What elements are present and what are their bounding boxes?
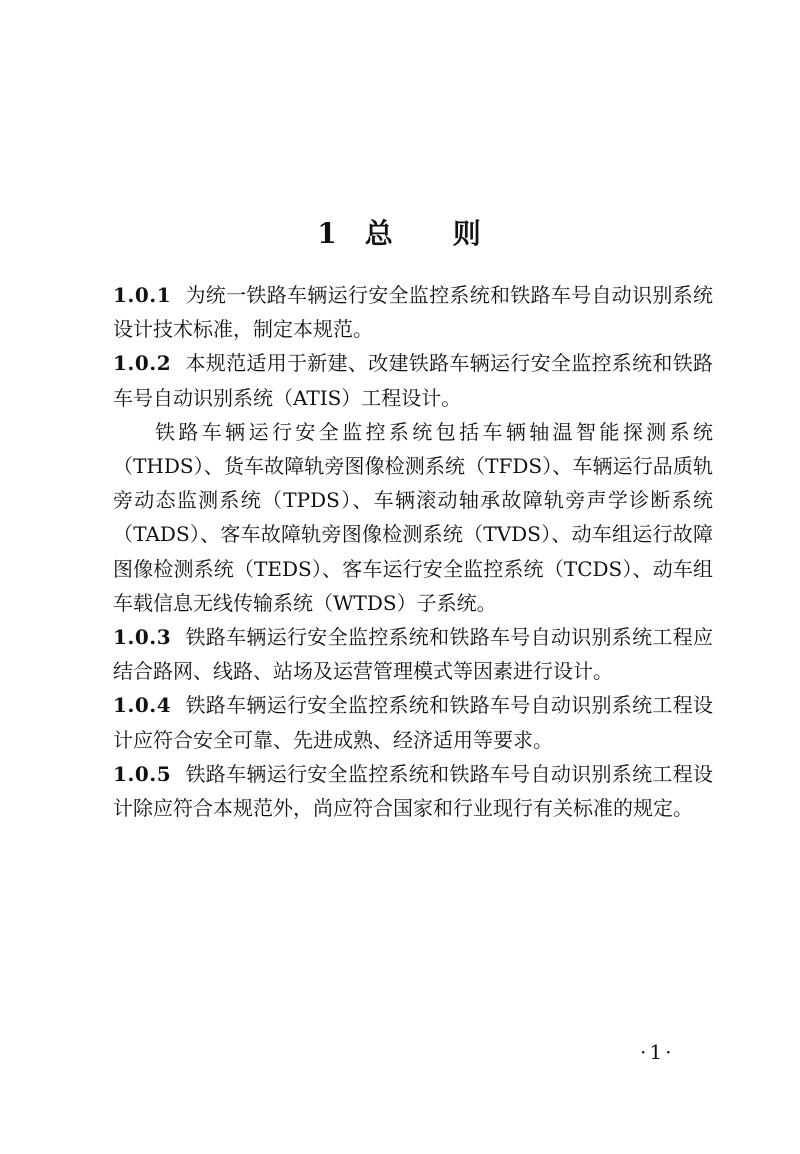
clause-text: 铁路车辆运行安全监控系统和铁路车号自动识别系统工程设计除应符合本规范外，尚应符合国家和行业现行有关标准的规定。 bbox=[113, 761, 713, 821]
clause-text: 为统一铁路车辆运行安全监控系统和铁路车号自动识别系统设计技术标准，制定本规范。 bbox=[113, 283, 713, 342]
clause-text: 铁路车辆运行安全监控系统包括车辆轴温智能探测系统（THDS）、货车故障轨旁图像检测系统（TFDS）、车辆运行品质轨旁动态监测系统（TPDS）、车辆滚动轴承故障轨旁声学诊断系统（TADS）、客车故障轨旁图像检测系统（TVDS）、动车组运行故障图像检测系统（TEDS）、客车运行安全监控系统（TCDS）、动车组车载信息无线传输系统（WTDS）子系统。 bbox=[113, 419, 713, 615]
chapter-body bbox=[113, 278, 713, 825]
chapter-title-char-2: 则 bbox=[452, 217, 483, 250]
clause-number: 1.0.5 bbox=[113, 761, 172, 786]
clause-number: 1.0.4 bbox=[113, 693, 172, 718]
clause-1-0-5 bbox=[113, 757, 713, 825]
clause-1-0-4 bbox=[113, 688, 713, 756]
chapter-number: 1 bbox=[317, 217, 339, 250]
chapter-title-char-1: 总 bbox=[364, 217, 395, 250]
clause-1-0-2 bbox=[113, 346, 713, 414]
clause-number: 1.0.3 bbox=[113, 625, 172, 650]
clause-1-0-2-continuation bbox=[113, 415, 713, 620]
clause-1-0-1 bbox=[113, 278, 713, 346]
clause-text: 本规范适用于新建、改建铁路车辆运行安全监控系统和铁路车号自动识别系统（ATIS）工程设计。 bbox=[113, 351, 713, 410]
clause-1-0-3 bbox=[113, 620, 713, 688]
clause-text: 铁路车辆运行安全监控系统和铁路车号自动识别系统工程应结合路网、线路、站场及运营管理模式等因素进行设计。 bbox=[113, 625, 713, 684]
clause-text: 铁路车辆运行安全监控系统和铁路车号自动识别系统工程设计应符合安全可靠、先进成熟、经济适用等要求。 bbox=[113, 693, 713, 752]
page-number: ·1· bbox=[640, 1040, 675, 1064]
chapter-title bbox=[0, 212, 800, 252]
clause-number: 1.0.1 bbox=[113, 283, 172, 307]
clause-number: 1.0.2 bbox=[113, 351, 172, 376]
